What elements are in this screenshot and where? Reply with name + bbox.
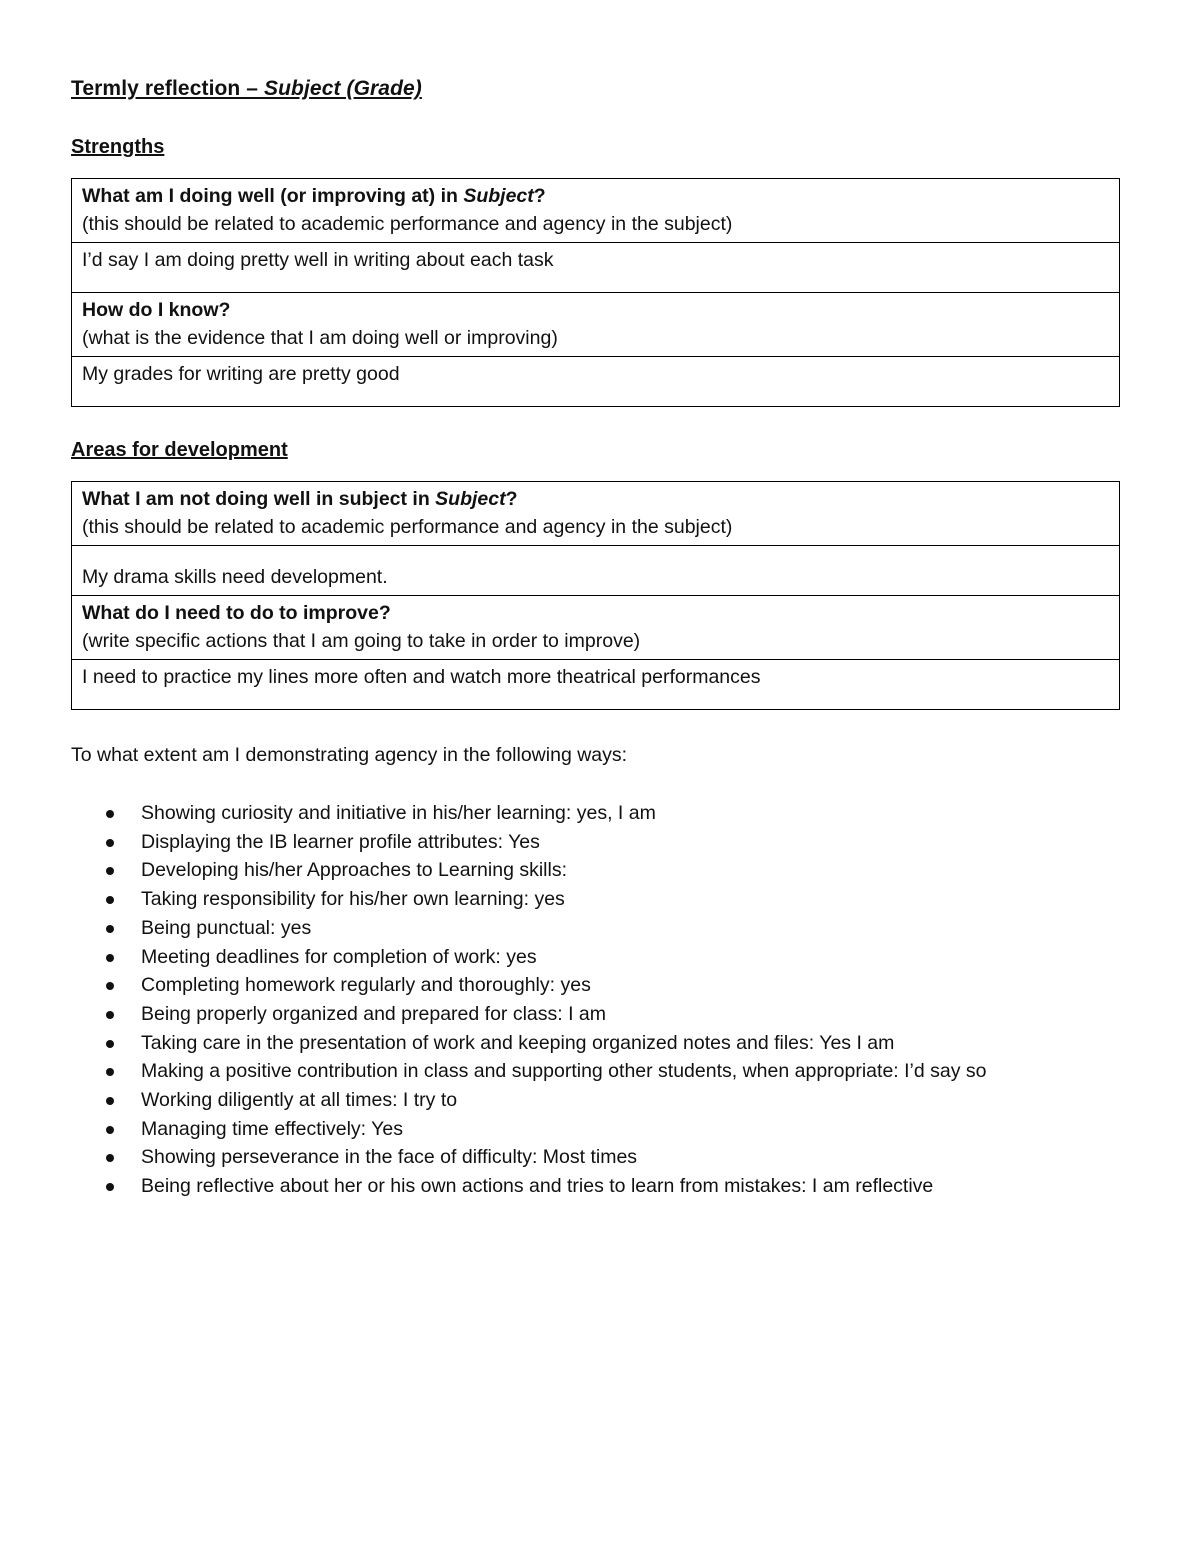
list-item-text: Being punctual: yes [141,916,312,939]
evidence-question-cell [72,293,1120,357]
list-item-text: Being properly organized and prepared for class: I am [141,1002,607,1025]
list-item [71,856,1120,885]
document-content [71,74,1120,1201]
list-item [71,885,1120,914]
list-item [71,1029,1120,1058]
development-question-hint: (this should be related to academic performance and agency in the subject) [82,516,733,538]
bullet-icon [106,982,114,990]
development-table [71,481,1120,710]
document-title [71,74,1120,104]
table-row [72,482,1120,546]
title-main: Termly reflection – [71,77,265,100]
table-row [72,179,1120,243]
table-row [72,357,1120,407]
improve-answer-cell[interactable] [72,660,1120,710]
list-item-text: Displaying the IB learner profile attributes: Yes [141,830,540,853]
bullet-icon [106,896,114,904]
list-item [71,943,1120,972]
list-item [71,1057,1120,1086]
bullet-icon [106,867,114,875]
list-item [71,1143,1120,1172]
list-item [71,828,1120,857]
list-item [71,971,1120,1000]
table-row [72,546,1120,596]
list-item [71,1172,1120,1201]
bullet-icon [106,1154,114,1162]
development-question-cell [72,482,1120,546]
list-item [71,1086,1120,1115]
list-item-text: Making a positive contribution in class and supporting other students, when appropriate: I’d say so [141,1060,987,1083]
strengths-question-hint: (this should be related to academic performance and agency in the subject) [82,213,733,235]
list-item-text: Meeting deadlines for completion of work: yes [141,945,537,968]
development-answer: My drama skills need development. [82,566,388,588]
question-text: What I am not doing well in subject in [82,488,436,510]
question-subject: Subject [463,185,534,207]
bullet-icon [106,925,114,933]
development-question [82,485,1109,513]
evidence-question-hint: (what is the evidence that I am doing well or improving) [82,327,558,349]
bullet-icon [106,1011,114,1019]
evidence-question: How do I know? [82,299,231,321]
bullet-icon [106,1183,114,1191]
table-row [72,660,1120,710]
development-answer-cell[interactable] [72,546,1120,596]
list-item-text: Being reflective about her or his own actions and tries to learn from mistakes: I am reflective [141,1175,934,1198]
development-heading: Areas for development [71,439,288,461]
improve-question-cell [72,596,1120,660]
list-item-text: Showing curiosity and initiative in his/her learning: yes, I am [141,802,656,824]
evidence-answer-cell[interactable] [72,357,1120,407]
list-item-text: Managing time effectively: Yes [141,1117,403,1140]
list-item [71,799,1120,828]
agency-intro: To what extent am I demonstrating agency in the following ways: [71,744,628,766]
list-item-text: Taking care in the presentation of work and keeping organized notes and files: Yes I am [141,1031,895,1054]
bullet-icon [106,1040,114,1048]
list-item-text: Showing perseverance in the face of difficulty: Most times [141,1146,638,1169]
table-row [72,293,1120,357]
bullet-icon [106,839,114,847]
list-item [71,1000,1120,1029]
list-item [71,914,1120,943]
question-subject: Subject [435,488,506,510]
title-subject-grade: Subject (Grade) [264,77,422,100]
strengths-question [82,182,1109,210]
list-item-text: Working diligently at all times: I try to [141,1089,458,1112]
bullet-icon [106,1126,114,1134]
agency-list [71,799,1120,1201]
strengths-answer-cell[interactable] [72,243,1120,293]
question-mark: ? [505,488,518,510]
improve-answer: I need to practice my lines more often and watch more theatrical performances [82,666,761,688]
list-item-text: Completing homework regularly and thoroughly: yes [141,974,591,997]
strengths-heading: Strengths [71,136,165,158]
bullet-icon [106,810,114,818]
improve-question-hint: (write specific actions that I am going to take in order to improve) [82,630,641,652]
strengths-question-cell [72,179,1120,243]
list-item [71,1115,1120,1144]
question-text: What am I doing well (or improving at) in [82,185,464,207]
strengths-table [71,178,1120,407]
bullet-icon [106,954,114,962]
strengths-answer: I’d say I am doing pretty well in writing about each task [82,249,554,271]
bullet-icon [106,1068,114,1076]
table-row [72,596,1120,660]
list-item-text: Taking responsibility for his/her own learning: yes [141,888,565,911]
table-row [72,243,1120,293]
improve-question: What do I need to do to improve? [82,602,391,624]
bullet-icon [106,1097,114,1105]
evidence-answer: My grades for writing are pretty good [82,363,400,385]
question-mark: ? [533,185,546,207]
list-item-text: Developing his/her Approaches to Learning skills: [141,859,568,882]
